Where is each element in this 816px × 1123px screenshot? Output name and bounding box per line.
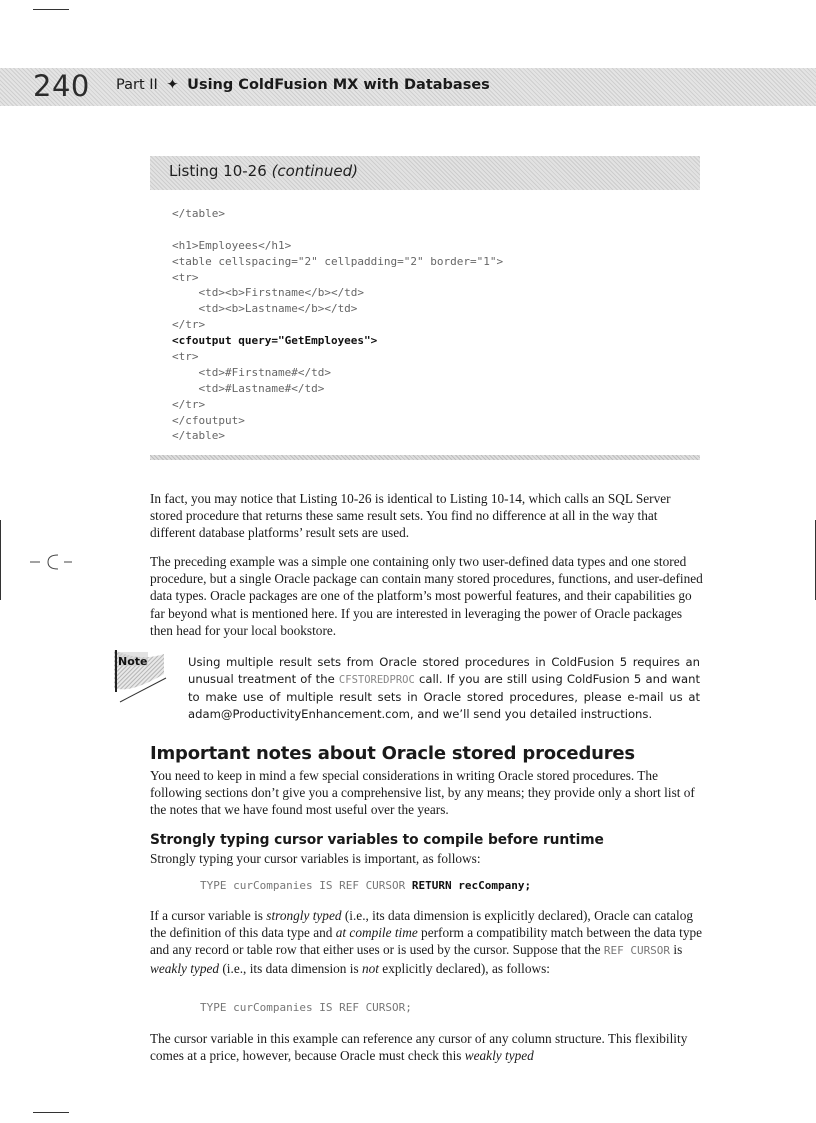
- page-header: [0, 68, 816, 106]
- code-line: </tr>: [172, 318, 206, 332]
- text-run: explicitly declared), as follows:: [378, 960, 550, 976]
- emphasis: weakly typed: [464, 1048, 534, 1064]
- note-code-cfstoredproc: CFSTOREDPROC: [338, 674, 415, 687]
- code-keyword: RETURN recCompany;: [411, 879, 532, 892]
- listing-continued: (continued): [271, 162, 359, 180]
- code-listing: [172, 206, 692, 444]
- text-run: (i.e., its data dimension is explicitly declared), Oracle can catalog the definition of this data type and: [150, 908, 694, 941]
- inline-code: REF CURSOR: [603, 944, 671, 958]
- note-text-part: Using multiple result sets from Oracle stored procedures in ColdFusion 5 requires an unusual treatment of the: [188, 655, 700, 687]
- crop-mark-bottom: [33, 1112, 69, 1113]
- paragraph-strongly-typed: [150, 907, 706, 977]
- section-heading: Important notes about Oracle stored procedures: [150, 743, 635, 764]
- code-line: </table>: [172, 429, 225, 443]
- paragraph-listing-comparison: In fact, you may notice that Listing 10-26 is identical to Listing 10-14, which calls an SQL Server stored procedure that returns these same result sets. You find no difference at all in the way that different database platforms’ result sets are used.: [150, 491, 671, 541]
- listing-label: Listing 10-26: [169, 162, 267, 180]
- diamond-separator-icon: ✦: [166, 77, 179, 93]
- code-weakly-typed: TYPE curCompanies IS REF CURSOR;: [200, 1001, 412, 1014]
- text-run: The cursor variable in this example can reference any cursor of any column structure. This flexibility comes at a price, however, because Oracle must check this: [150, 1031, 688, 1064]
- subsection-lead: Strongly typing your cursor variables is important, as follows:: [150, 851, 481, 866]
- code-line: <td><b>Lastname</b></td>: [172, 302, 358, 316]
- code-line: <h1>Employees</h1>: [172, 238, 292, 252]
- code-line: <tr>: [172, 350, 199, 364]
- crop-mark-left: [0, 520, 1, 600]
- emphasis: strongly typed: [266, 908, 342, 923]
- code-line: <td>#Firstname#</td>: [172, 365, 331, 379]
- text-run: is: [670, 942, 683, 958]
- code-strongly-typed: [200, 879, 531, 892]
- note-text: [188, 654, 700, 723]
- section-intro: You need to keep in mind a few special considerations in writing Oracle stored procedures. The following sections don’t give you a comprehensive list, by any means; they provide only a short list of the notes that we have found most useful over the years.: [150, 768, 695, 818]
- page-number: 240: [33, 69, 90, 103]
- code-line: </table>: [172, 207, 225, 220]
- section-title: Using ColdFusion MX with Databases: [187, 77, 490, 93]
- emphasis: weakly typed: [150, 960, 220, 976]
- note-icon-label: Note: [118, 655, 148, 668]
- listing-title: [169, 162, 358, 180]
- part-label: Part II: [116, 77, 158, 93]
- code-line: <td><b>Firstname</b></td>: [172, 286, 365, 300]
- crop-mark-top: [33, 9, 69, 10]
- paragraph-weakly-typed: [150, 1030, 706, 1064]
- code-line: [172, 222, 692, 238]
- text-run: If a cursor variable is: [150, 908, 267, 923]
- text-run: (i.e., its data dimension is: [219, 960, 362, 976]
- listing-footer-rule: [150, 455, 700, 460]
- running-head: [116, 77, 490, 93]
- registration-mark-icon: [30, 551, 74, 573]
- code-line: </tr>: [172, 397, 206, 411]
- code-line: <table cellspacing="2" cellpadding="2" border="1">: [172, 254, 504, 268]
- note-text-part: call. If you are still using ColdFusion 5 and want to make use of multiple result sets in Oracle stored procedures, please e-mail us at adam@ProductivityEnhancement.com, and we’ll send you detailed instructions.: [188, 672, 700, 722]
- code-line: <tr>: [172, 270, 199, 284]
- code-line: </cfoutput>: [172, 413, 245, 427]
- paragraph-oracle-packages: The preceding example was a simple one containing only two user-defined data types and one stored procedure, but a single Oracle package can contain many stored procedures, functions, and user-defined data types. Oracle packages are one of the platform’s most powerful features, and their capabilities go far beyond what is mentioned here. If you are interested in leveraging the power of Oracle packages then head for your local bookstore.: [150, 554, 703, 638]
- listing-header: [150, 156, 700, 190]
- subsection-heading: Strongly typing cursor variables to compile before runtime: [150, 832, 604, 848]
- code-line: <td>#Lastname#</td>: [172, 381, 325, 395]
- text-run: perform a compatibility match between the data type and any record or table row that either uses or is used by the cursor. Suppose that the: [150, 925, 703, 958]
- emphasis: not: [361, 960, 379, 976]
- code-line: <cfoutput query="GetEmployees">: [172, 334, 378, 348]
- emphasis: at compile time: [335, 925, 418, 941]
- code-plain: TYPE curCompanies IS REF CURSOR: [200, 879, 412, 892]
